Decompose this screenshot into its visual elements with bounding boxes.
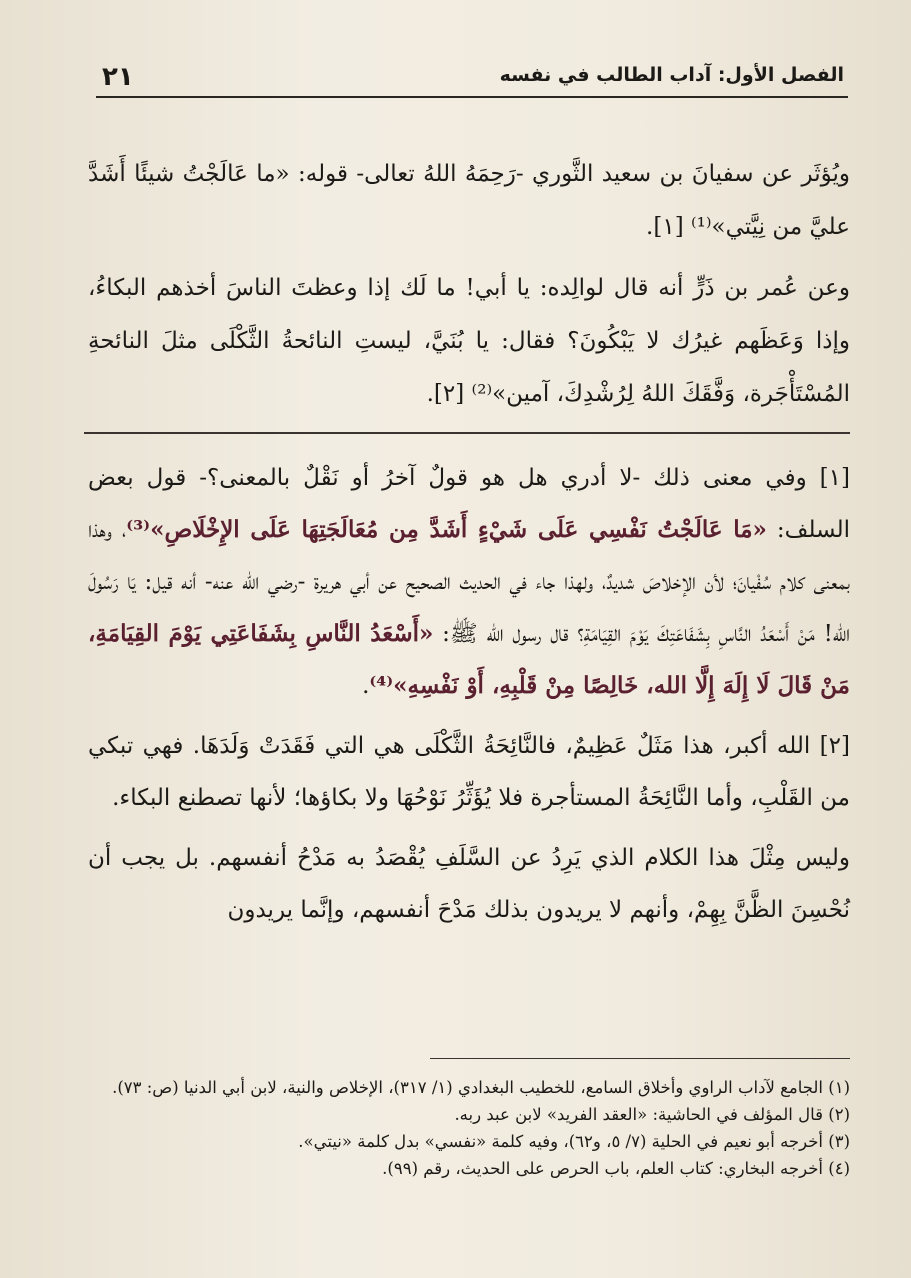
salaf-quote: «مَا عَالَجْتُ نَفْسِي عَلَى شَيْءٍ أَشَدَّ مِن مُعَالَجَتِهَا عَلَى الإِخْلَاصِ»⁽³⁾ (126, 516, 767, 543)
page-header (96, 62, 848, 98)
footnote: (٣) أخرجه أبو نعيم في الحلية (٧/ ٥، و٦٢)، وفيه كلمة «نفسي» بدل كلمة «نيتي». (298, 1132, 850, 1151)
commentary-text (88, 452, 850, 944)
commentary-paragraph: وليس مِثْلَ هذا الكلام الذي يَرِدُ عن السَّلَفِ يُقْصَدُ به مَدْحُ أنفسهم. بل يجب أن نُحْسِنَ الظَّنَّ بِهِمْ، وأنهم لا يريدون بذلك مَدْحَ أنفسهم، وإنَّما يريدون (88, 845, 850, 923)
commentary-paragraph (88, 452, 850, 712)
running-title: الفصل الأول: آداب الطالب في نفسه (499, 64, 844, 86)
footnote-rule (430, 1058, 850, 1059)
header-rule (96, 96, 848, 98)
footnotes (88, 1074, 850, 1182)
footnote: (١) الجامع لآداب الراوي وأخلاق السامع، للخطيب البغدادي (١/ ٣١٧)، الإخلاص والنية، لابن أبي الدنيا (ص: ٧٣). (112, 1078, 850, 1097)
footnote: (٢) قال المؤلف في الحاشية: «العقد الفريد» لابن عبد ربه. (454, 1105, 850, 1124)
main-paragraph: وعن عُمر بن ذَرٍّ أنه قال لوالِده: يا أبي! ما لَك إذا وعظتَ الناسَ أخذهم البكاءُ، وإذا وَعَظَهم غيرُك لا يَبْكُونَ؟ فقال: يا بُنَيَّ، ليستِ النائحةُ الثَّكْلَى مثلَ النائحةِ المُسْتَأْجَرة، وَفَّقَكَ اللهُ لِرُشْدِكَ، آمين»⁽²⁾ [٢]. (88, 275, 850, 407)
main-paragraph: ويُؤثَر عن سفيانَ بن سعيد الثَّوري -رَحِمَهُ اللهُ تعالى- قوله: «ما عَالَجْتُ شيئًا أَشَدَّ عليَّ من نِيَّتي»⁽¹⁾ [١]. (88, 161, 850, 240)
main-text (88, 148, 850, 429)
commentary-text-run: . (362, 673, 370, 699)
footnote: (٤) أخرجه البخاري: كتاب العلم، باب الحرص على الحديث، رقم (٩٩). (382, 1159, 850, 1178)
commentary-separator (84, 432, 850, 434)
commentary-text-run: [١] وفي معنى ذلك -لا أدري هل هو قولٌ آخرُ أو نَقْلٌ بالمعنى؟- قول بعض السلف: (88, 465, 850, 543)
commentary-paragraph: [٢] الله أكبر، هذا مَثَلٌ عَظِيمٌ، فالنَّائِحَةُ الثَّكْلَى هي التي فَقَدَتْ وَلَدَهَا. فهي تبكي من القَلْبِ، وأما النَّائِحَةُ المستأجرة فلا يُؤَثِّرُ نَوْحُهَا ولا بكاؤها؛ لأنها تصطنع البكاء. (88, 733, 850, 811)
hadith-quote: «أَسْعَدُ النَّاسِ بِشَفَاعَتِي يَوْمَ القِيَامَةِ، مَنْ قَالَ لَا إِلَهَ إِلَّا الله، خَالِصًا مِنْ قَلْبِهِ، أَوْ نَفْسِهِ»⁽⁴⁾ (88, 620, 850, 699)
page-number: ٢١ (102, 62, 134, 92)
commentary-text-run: ، وهذا بمعنى كلام سُفْيانَ؛ لأن الإخلاصَ شديدٌ، ولهذا جاء في الحديث الصحيح عن أبي هريرة -رضي الله عنه- أنه قيل: يَا رَسُولَ الله! مَنْ أَسْعَدُ النَّاسِ بِشَفَاعَتِكَ يَوْمَ القِيَامَةِ؟ قال رسول الله ﷺ: (88, 517, 850, 647)
